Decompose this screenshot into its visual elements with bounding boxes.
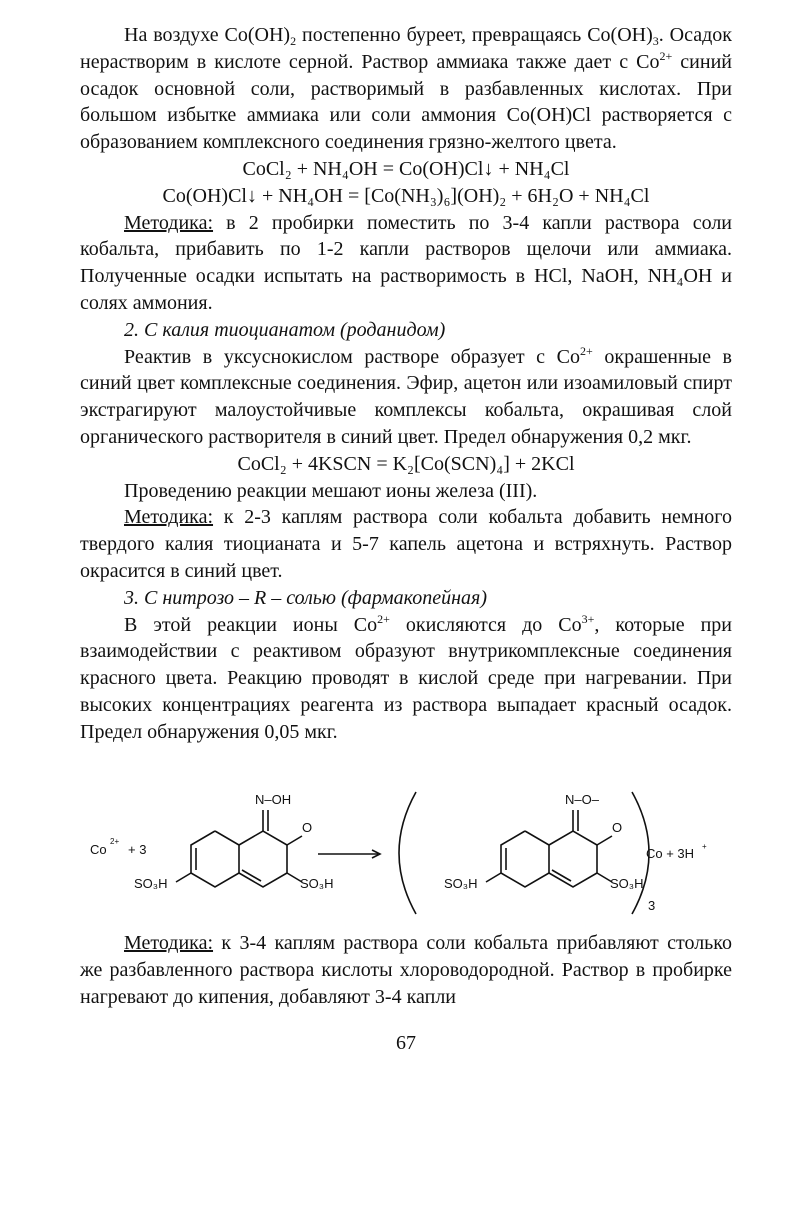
superscript: 2+ [659, 48, 673, 63]
paragraph-nitroso-r-salt [80, 612, 732, 746]
scheme-index-3: 3 [648, 898, 656, 913]
method-label: Методика: [124, 932, 214, 954]
method-label: Методика: [124, 211, 214, 234]
left-bracket [399, 792, 416, 914]
text-run: . Осадок нерастворим в кислоте серной. Раствор аммиака также дает с Co [80, 24, 732, 73]
text-run: Реактив в уксуснокислом растворе образует с Co [124, 345, 580, 368]
page-number: 67 [396, 1032, 416, 1054]
scheme-no: N–O– [565, 792, 599, 807]
scheme-h-charge: + [702, 842, 707, 851]
scheme-noh: N–OH [255, 792, 292, 807]
scheme-plus-three: + 3 [128, 842, 147, 857]
cobalt-complex-structure [486, 810, 612, 887]
subscript: 3 [652, 34, 659, 48]
paragraph-thiocyanate [80, 344, 732, 451]
superscript: 2+ [377, 611, 390, 626]
text-run: окисляются до Co [389, 613, 582, 636]
method-paragraph-3 [80, 930, 732, 1010]
scheme-co-left: Co [90, 842, 107, 857]
section-heading-3: 3. С нитрозо – R – солью (фармакопейная) [124, 586, 487, 609]
superscript: 2+ [579, 343, 593, 358]
equation-2: Co(OH)Cl↓ + NH₄OH = [Co(NH₃)₆](OH)₂ + 6H₂O + NH₄Cl [162, 184, 650, 207]
scheme-so3h-left-2: SO₃H [300, 876, 334, 891]
paragraph-interference: Проведению реакции мешают ионы железа (III). [124, 479, 538, 502]
scheme-oxo-right: O [612, 820, 623, 835]
text-block [80, 22, 732, 746]
section-heading-2: 2. С калия тиоцианатом (роданидом) [124, 318, 446, 341]
text-run: к 3-4 каплям раствора соли кобальта прибавляют столько же разбавленного раствора кислоты хлороводородной. Раствор в пробирке нагревают до кипения, добавляют 3-4 капли [80, 932, 732, 1008]
equation-1: CoCl₂ + NH₄OH = Co(OH)Cl↓ + NH₄Cl [242, 157, 570, 180]
text-run: окрашенные в синий цвет комплексные соединения. Эфир, ацетон или изоамиловый спирт экстрагируют малоустойчивые комплексы кобальта, окрашивая слой органического растворителя в синий цвет. Предел обнаружения 0,2 мкг. [80, 345, 732, 448]
text-run: синий осадок основной соли, растворимый в разбавленных кислотах. При большом избытке аммиака или соли аммония Co(OH)Cl растворяется с образованием комплексного соединения грязно-желтого цвета. [80, 50, 732, 154]
scheme-co-left-charge: 2+ [110, 837, 120, 846]
text-run: постепенно буреет, превращаясь Co(OH) [296, 24, 653, 46]
text-run: В этой реакции ионы Co [124, 613, 378, 636]
method-label: Методика: [124, 506, 214, 529]
method-paragraph-1 [80, 210, 732, 317]
text-run: На воздухе Co(OH) [124, 24, 291, 46]
text-block-after-scheme [80, 930, 732, 1010]
method-paragraph-2 [80, 504, 732, 584]
superscript: 3+ [581, 611, 595, 626]
text-run: в 2 пробирки поместить по 3-4 капли раствора соли кобальта, прибавить по 1-2 капли растворов щелочи или аммиака. Полученные осадки испытать на растворимость в HCl, NaOH, NH₄OH и солях аммония. [80, 211, 732, 314]
scheme-so3h-right-1: SO₃H [444, 876, 478, 891]
scheme-so3h-right-2: SO₃H [610, 876, 644, 891]
text-run: , которые при взаимодействии с реактивом образуют внутрикомплексные соединения красного цвета. Реакцию проводят в кислой среде при нагревании. При высоких концентрациях реагента из раствора выпадает красный осадок. Предел обнаружения 0,05 мкг. [80, 613, 732, 743]
nitroso-r-salt-structure [176, 810, 302, 887]
scheme-oxo-left: O [302, 820, 313, 835]
scheme-so3h-left-1: SO₃H [134, 876, 168, 891]
reaction-scheme [80, 786, 740, 920]
subscript: 2 [290, 34, 297, 48]
scheme-co-right: Co + 3H [646, 846, 695, 861]
paragraph-cobalt-hydroxide [80, 22, 732, 156]
text-run: к 2-3 каплям раствора соли кобальта добавить немного твердого калия тиоцианата и 5-7 капель ацетона и встряхнуть. Раствор окрасится в синий цвет. [80, 506, 732, 582]
equation-3: CoCl₂ + 4KSCN = K₂[Co(SCN)₄] + 2KCl [237, 452, 575, 475]
